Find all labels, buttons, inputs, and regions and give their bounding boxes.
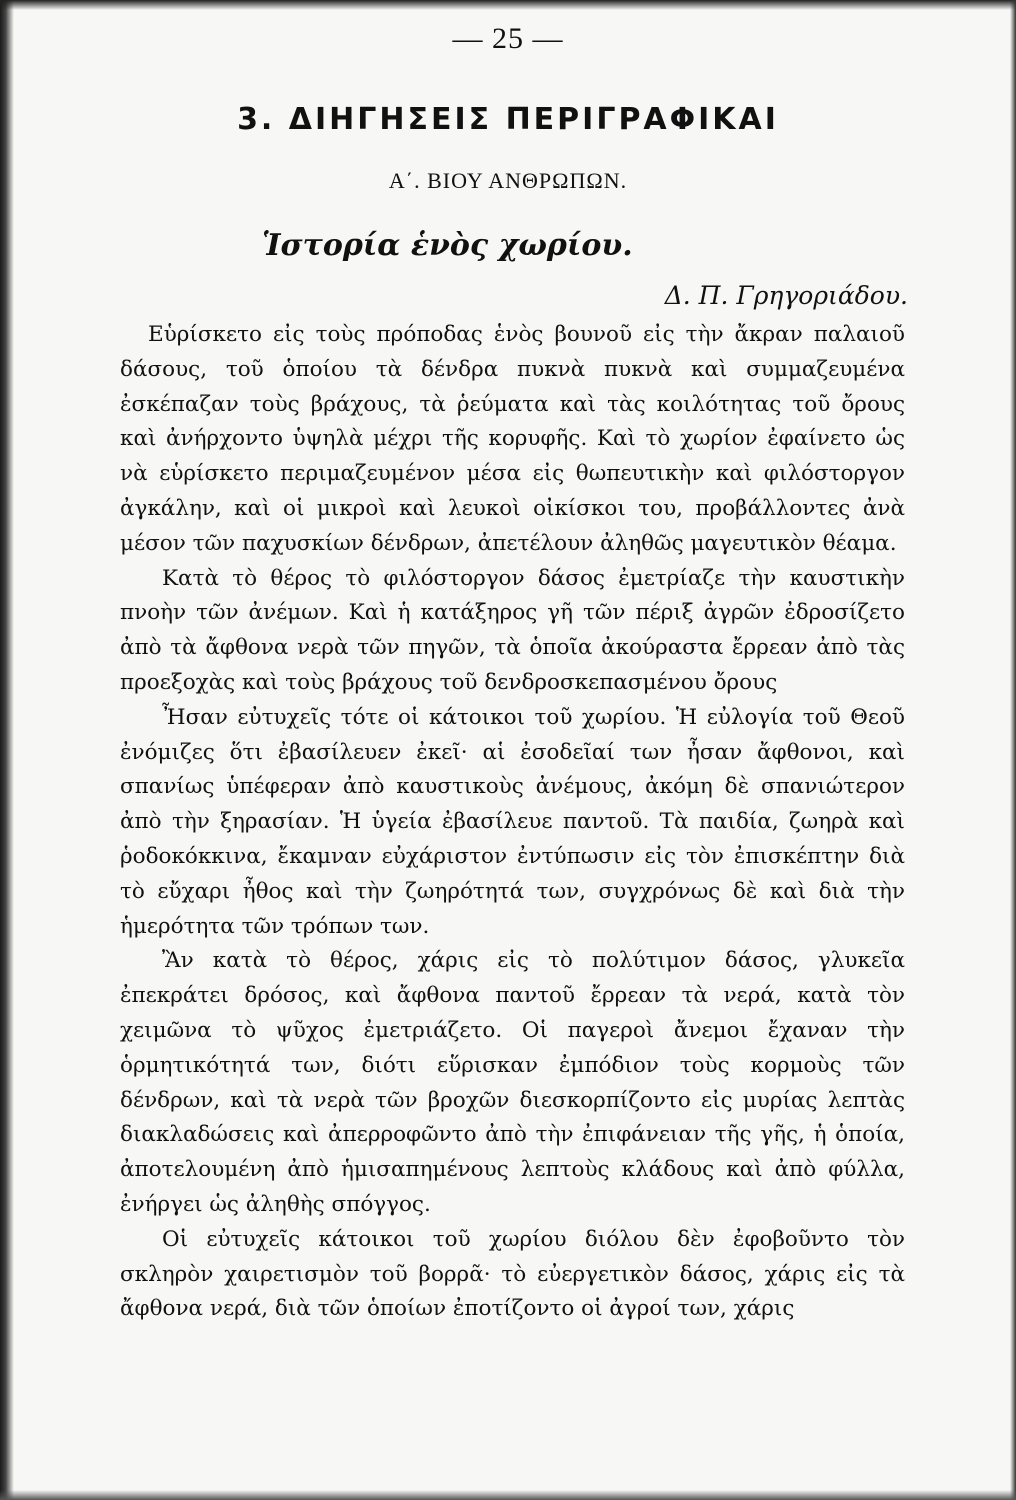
- paragraph: Ἂν κατὰ τὸ θέρος, χάρις εἰς τὸ πολύτιμον δάσος, γλυκεῖα ἐπεκράτει δρόσος, καὶ ἄφθονα παντοῦ ἔρρεαν τὰ νερά, κατὰ τὸν χειμῶνα τὸ ψῦχος ἐμετριάζετο. Οἱ παγεροὶ ἄνεμοι ἔχαναν τὴν ὁρμητικότητά των, διότι εὕρισκαν ἐμπόδιον τοὺς κορμοὺς τῶν δένδρων, καὶ τὰ νερὰ τῶν βροχῶν διεσκορπίζοντο εἰς μυρίας λεπτὰς διακλαδώσεις καὶ ἀπερροφῶντο ἀπὸ τὴν ἐπιφάνειαν τῆς γῆς, ἡ ὁποία, ἀποτελουμένη ἀπὸ ἡμισαπημένους λεπτοὺς κλάδους καὶ ἀπὸ φύλλα, ἐνήργει ὡς ἀληθὴς σπόγγος.: [120, 948, 905, 1217]
- scan-edge-right: [1010, 0, 1016, 1500]
- scan-edge-top: [0, 0, 1016, 10]
- story-author: Δ. Π. Γρηγοριάδου.: [664, 281, 908, 310]
- subsection-title: Α΄. ΒΙΟΥ ΑΝΘΡΩΠΩΝ.: [388, 168, 628, 193]
- paragraph: Εὑρίσκετο εἰς τοὺς πρόποδας ἑνὸς βουνοῦ εἰς τὴν ἄκραν παλαιοῦ δάσους, τοῦ ὁποίου τὰ δένδρα πυκνὰ πυκνὰ καὶ συμμαζευμένα ἐσκέπαζαν τοὺς βράχους, τὰ ῥεύματα καὶ τὰς κοιλότητας τοῦ ὄρους καὶ ἀνήρχοντο ὑψηλὰ μέχρι τῆς κορυφῆς. Καὶ τὸ χωρίον ἐφαίνετο ὡς νὰ εὑρίσκετο περιμαζευμένον μέσα εἰς θωπευτικὴν καὶ φιλόστοργον ἀγκάλην, καὶ οἱ μικροὶ καὶ λευκοὶ οἰκίσκοι του, προβάλλοντες ἀνὰ μέσον τῶν παχυσκίων δένδρων, ἀπετέλουν ἀληθῶς μαγευτικὸν θέαμα.: [120, 322, 905, 556]
- scan-edge-bottom: [0, 1490, 1016, 1500]
- paragraph: Ἦσαν εὐτυχεῖς τότε οἱ κάτοικοι τοῦ χωρίου. Ἡ εὐλογία τοῦ Θεοῦ ἐνόμιζες ὅτι ἐβασίλευεν ἐκεῖ· αἱ ἐσοδεῖαί των ἦσαν ἄφθονοι, καὶ σπανίως ὑπέφεραν ἀπὸ καυστικοὺς ἀνέμους, ἀκόμη δὲ σπανιώτερον ἀπὸ τὴν ξηρασίαν. Ἡ ὑγεία ἐβασίλευε παντοῦ. Τὰ παιδία, ζωηρὰ καὶ ῥοδοκόκκινα, ἔκαμναν εὐχάριστον ἐντύπωσιν εἰς τὸν ἐπισκέπτην διὰ τὸ εὔχαρι ἦθος καὶ τὴν ζωηρότητά των, συγχρόνως δὲ καὶ διὰ τὴν ἡμερότητα τῶν τρόπων των.: [120, 704, 905, 939]
- story-title: Ἱστορία ἑνὸς χωρίου.: [262, 228, 633, 263]
- paragraph: Κατὰ τὸ θέρος τὸ φιλόστοργον δάσος ἐμετρίαζε τὴν καυστικὴν πνοὴν τῶν ἀνέμων. Καὶ ἡ κατάξηρος γῆ τῶν πέριξ ἀγρῶν ἐδροσίζετο ἀπὸ τὰ ἄφθονα νερὰ τῶν πηγῶν, τὰ ὁποῖα ἀκούραστα ἔρρεαν ἀπὸ τὰς προεξοχὰς καὶ τοὺς βράχους τοῦ δενδροσκεπασμένου ὄρους: [120, 565, 905, 695]
- paragraph: Οἱ εὐτυχεῖς κάτοικοι τοῦ χωρίου διόλου δὲν ἐφοβοῦντο τὸν σκληρὸν χαιρετισμὸν τοῦ βορρᾶ· τὸ εὐεργετικὸν δάσος, χάρις εἰς τὰ ἄφθονα νερά, διὰ τῶν ὁποίων ἐποτίζοντο οἱ ἀγροί των, χάρις: [120, 1226, 905, 1322]
- page-number: — 25 —: [452, 22, 564, 55]
- section-title: 3. ΔΙΗΓΗΣΕΙΣ ΠΕΡΙΓΡΑΦΙΚΑΙ: [237, 102, 779, 137]
- body-text: [120, 318, 905, 1327]
- scan-edge-left: [0, 0, 14, 1500]
